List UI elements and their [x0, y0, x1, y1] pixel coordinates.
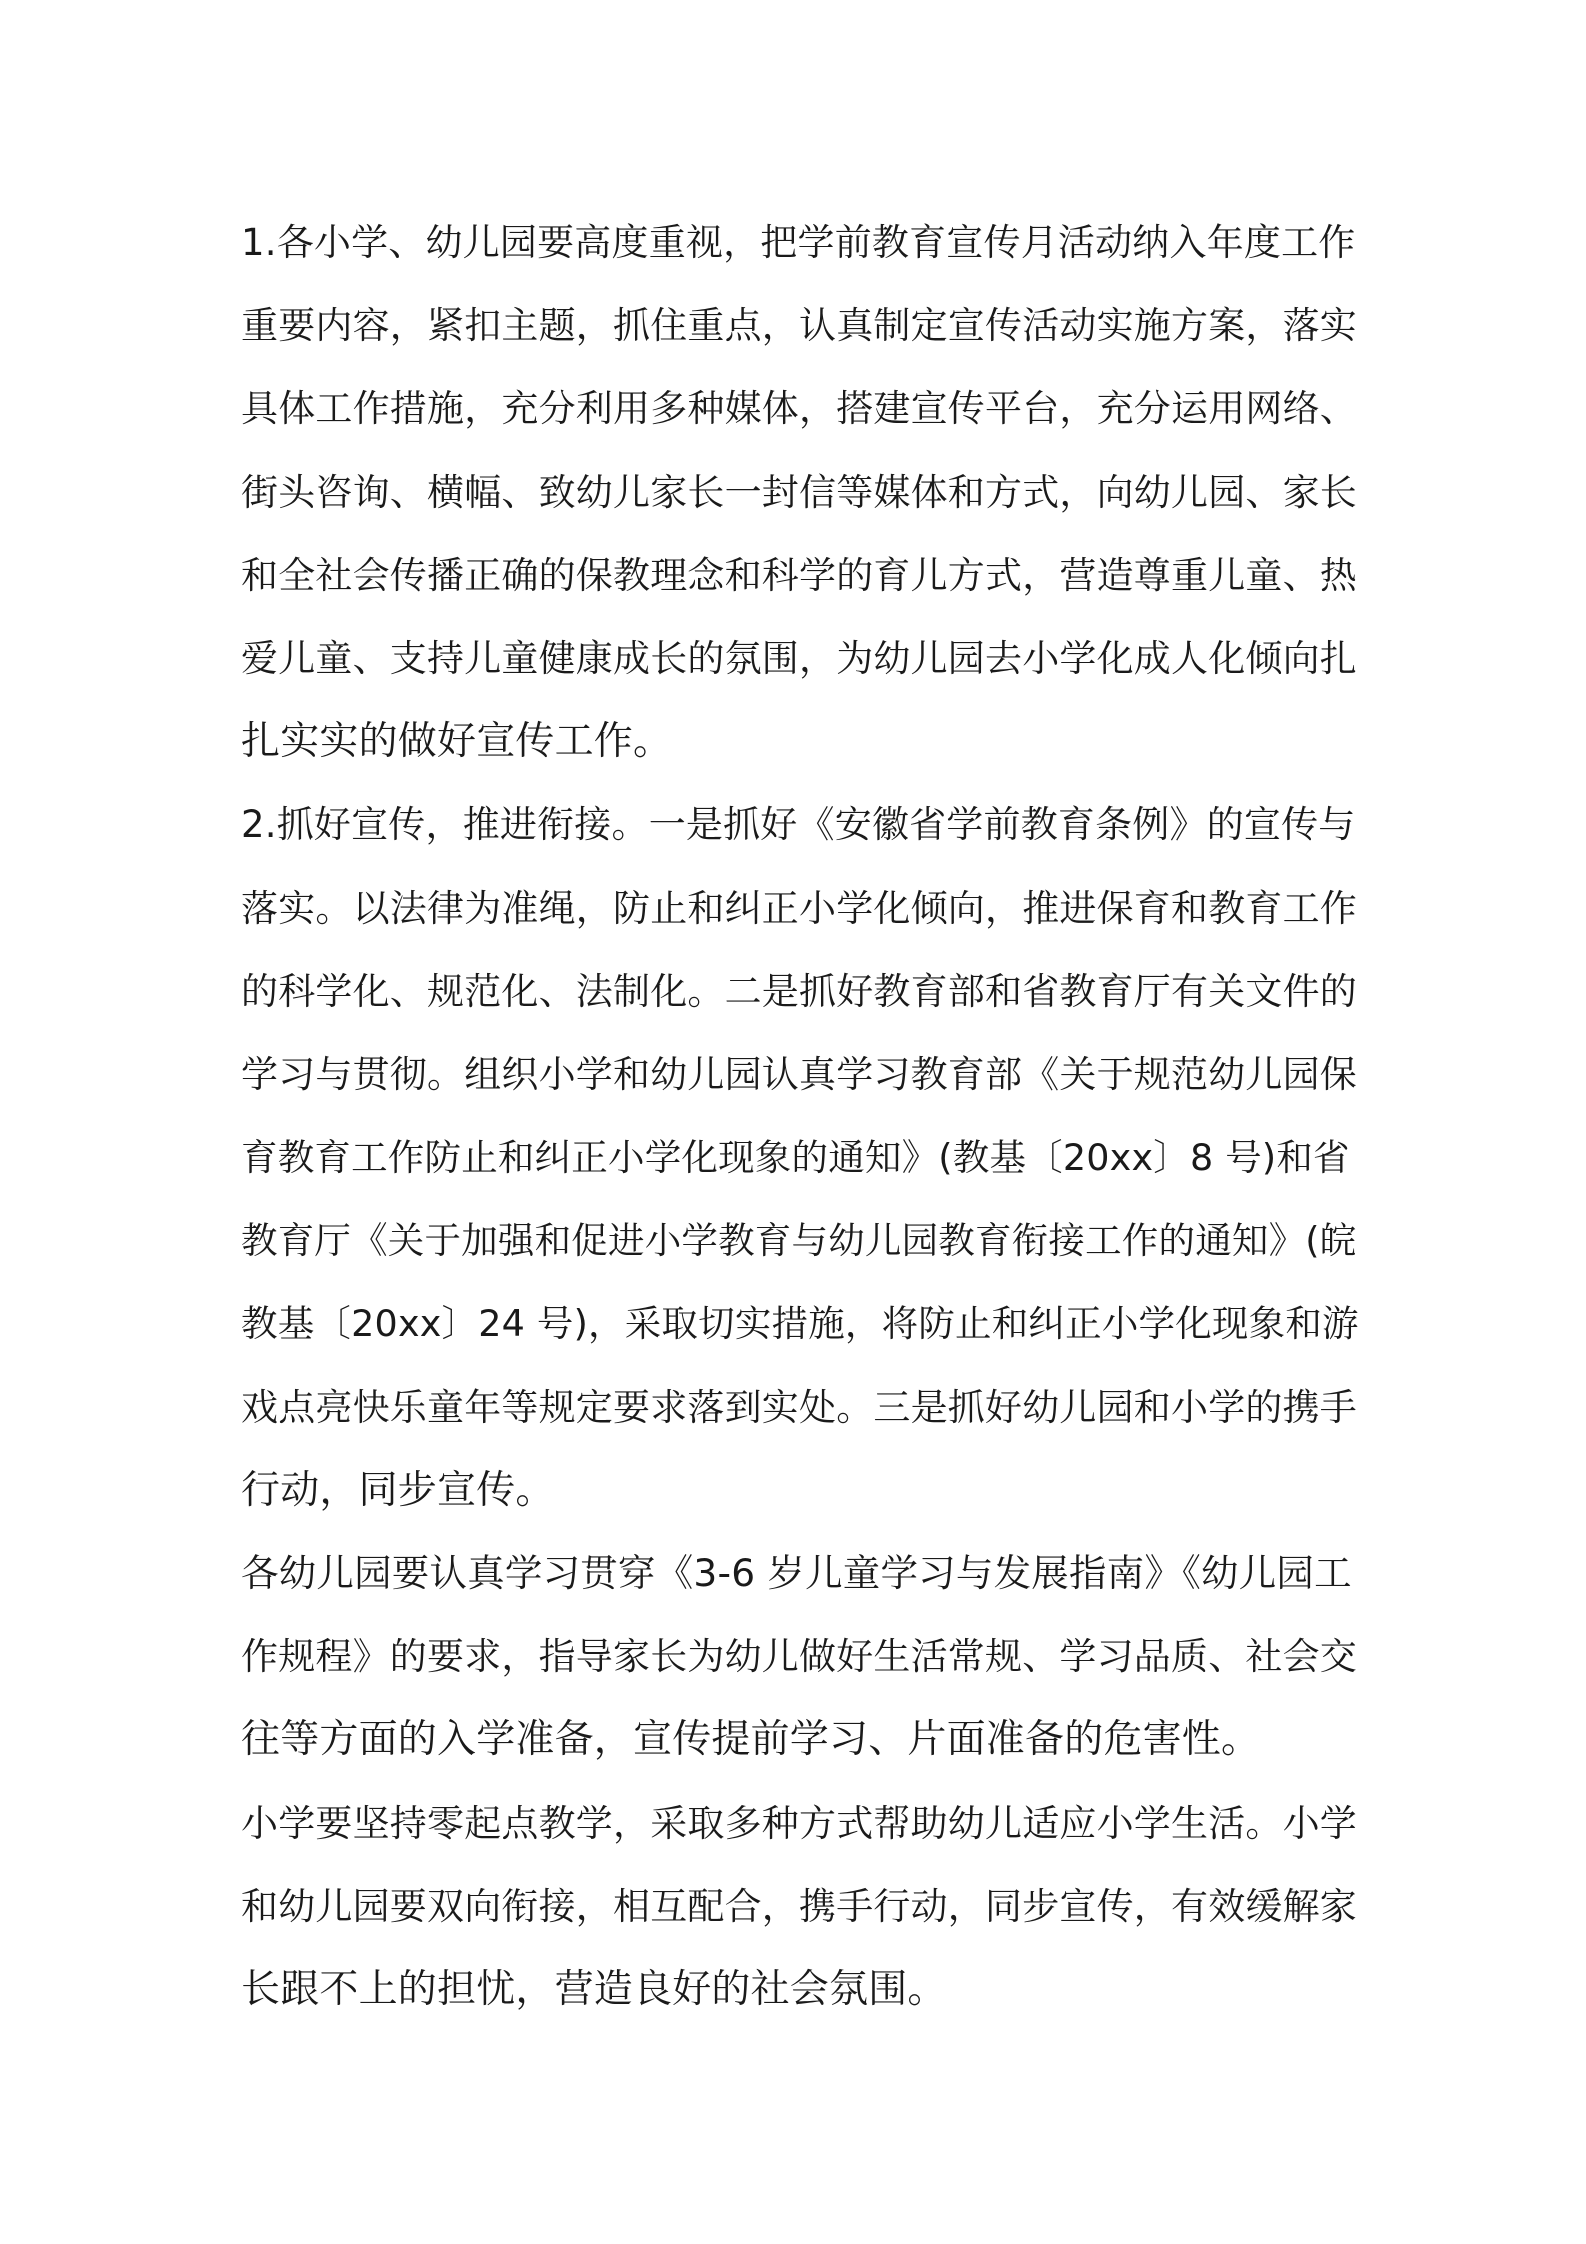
paragraph-2 — [241, 783, 1361, 1532]
text-line: 育教育工作防止和纠正小学化现象的通知》(教基〔20xx〕8 号)和省 — [241, 1136, 1350, 1180]
text-line: 各幼儿园要认真学习贯穿《3-6 岁儿童学习与发展指南》《幼儿园工 — [241, 1551, 1352, 1595]
text-line: 街头咨询、横幅、致幼儿家长一封信等媒体和方式，向幼儿园、家长 — [241, 470, 1357, 514]
text-line: 2.抓好宣传，推进衔接。一是抓好《安徽省学前教育条例》的宣传与 — [241, 803, 1356, 847]
text-line: 的科学化、规范化、法制化。二是抓好教育部和省教育厅有关文件的 — [241, 969, 1357, 1013]
paragraph-4 — [241, 1782, 1361, 2032]
text-line: 作规程》的要求，指导家长为幼儿做好生活常规、学习品质、社会交 — [241, 1635, 1357, 1679]
text-line: 教基〔20xx〕24 号)，采取切实措施，将防止和纠正小学化现象和游 — [241, 1302, 1359, 1346]
text-line: 和全社会传播正确的保教理念和科学的育儿方式，营造尊重儿童、热 — [241, 553, 1357, 597]
text-line: 爱儿童、支持儿童健康成长的氛围，为幼儿园去小学化成人化倾向扎 — [241, 636, 1357, 680]
text-line: 行动，同步宣传。 — [241, 1467, 555, 1513]
text-line: 重要内容，紧扣主题，抓住重点，认真制定宣传活动实施方案，落实 — [241, 304, 1357, 348]
document-body — [241, 201, 1361, 2031]
paragraph-1 — [241, 201, 1361, 783]
text-line: 落实。以法律为准绳，防止和纠正小学化倾向，推进保育和教育工作 — [241, 886, 1357, 930]
text-line: 教育厅《关于加强和促进小学教育与幼儿园教育衔接工作的通知》(皖 — [241, 1219, 1357, 1263]
text-line: 扎实实的做好宣传工作。 — [241, 719, 673, 765]
text-line: 学习与贯彻。组织小学和幼儿园认真学习教育部《关于规范幼儿园保 — [241, 1052, 1357, 1096]
text-line: 1.各小学、幼儿园要高度重视，把学前教育宣传月活动纳入年度工作 — [241, 221, 1356, 264]
text-line: 长跟不上的担忧，营造良好的社会氛围。 — [241, 1966, 947, 2012]
text-line: 往等方面的入学准备，宣传提前学习、片面准备的危害性。 — [241, 1717, 1261, 1763]
paragraph-3 — [241, 1532, 1361, 1782]
text-line: 具体工作措施，充分利用多种媒体，搭建宣传平台，充分运用网络、 — [241, 387, 1357, 431]
text-line: 小学要坚持零起点教学，采取多种方式帮助幼儿适应小学生活。小学 — [241, 1801, 1357, 1845]
text-line: 戏点亮快乐童年等规定要求落到实处。三是抓好幼儿园和小学的携手 — [241, 1385, 1357, 1429]
text-line: 和幼儿园要双向衔接，相互配合，携手行动，同步宣传，有效缓解家 — [241, 1884, 1357, 1928]
